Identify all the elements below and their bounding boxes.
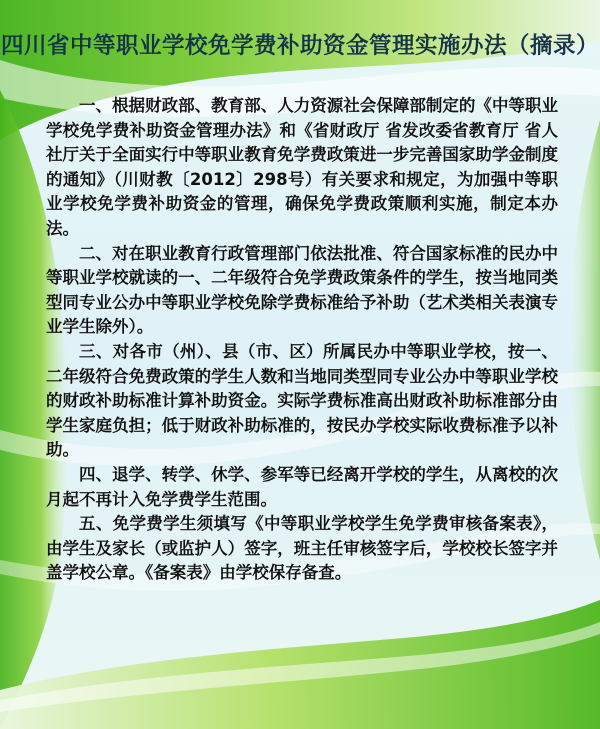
paragraph-4: 四、退学、转学、休学、参军等已经离开学校的学生，从离校的次月起不再计入免学费学生范围。 xyxy=(46,464,558,509)
paragraph-1: 一、根据财政部、教育部、人力资源社会保障部制定的《中等职业学校免学费补助资金管理办法》和《省财政厅 省发改委省教育厅 省人社厅关于全面实行中等职业教育免学费政策进一步完善国家助学金制度的通知》（川财教〔2012〕298号）有关要求和规定，为加强中等职业学校免学费补助资金的管理，确保免学费政策顺利实施，制定本办法。 xyxy=(46,96,558,238)
document-body xyxy=(46,94,558,586)
page-title: 四川省中等职业学校免学费补助资金管理实施办法（摘录） xyxy=(0,33,599,59)
paragraph-2: 二、对在职业教育行政管理部门依法批准、符合国家标准的民办中等职业学校就读的一、二年级符合免学费政策条件的学生，按当地同类型同专业公办中等职业学校免除学费标准给予补助（艺术类相关表演专业学生除外）。 xyxy=(46,243,558,337)
paragraph-5: 五、免学费学生须填写《中等职业学校学生免学费审核备案表》，由学生及家长（或监护人）签字，班主任审核签字后，学校校长签字并盖学校公章。《备案表》由学校保存备查。 xyxy=(46,514,558,583)
paragraph-3: 三、对各市（州）、县（市、区）所属民办中等职业学校，按一、二年级符合免费政策的学生人数和当地同类型同专业公办中等职业学校的财政补助标准计算补助资金。实际学费标准高出财政补助标准部分由学生家庭负担；低于财政补助标准的，按民办学校实际收费标准予以补助。 xyxy=(46,341,558,460)
